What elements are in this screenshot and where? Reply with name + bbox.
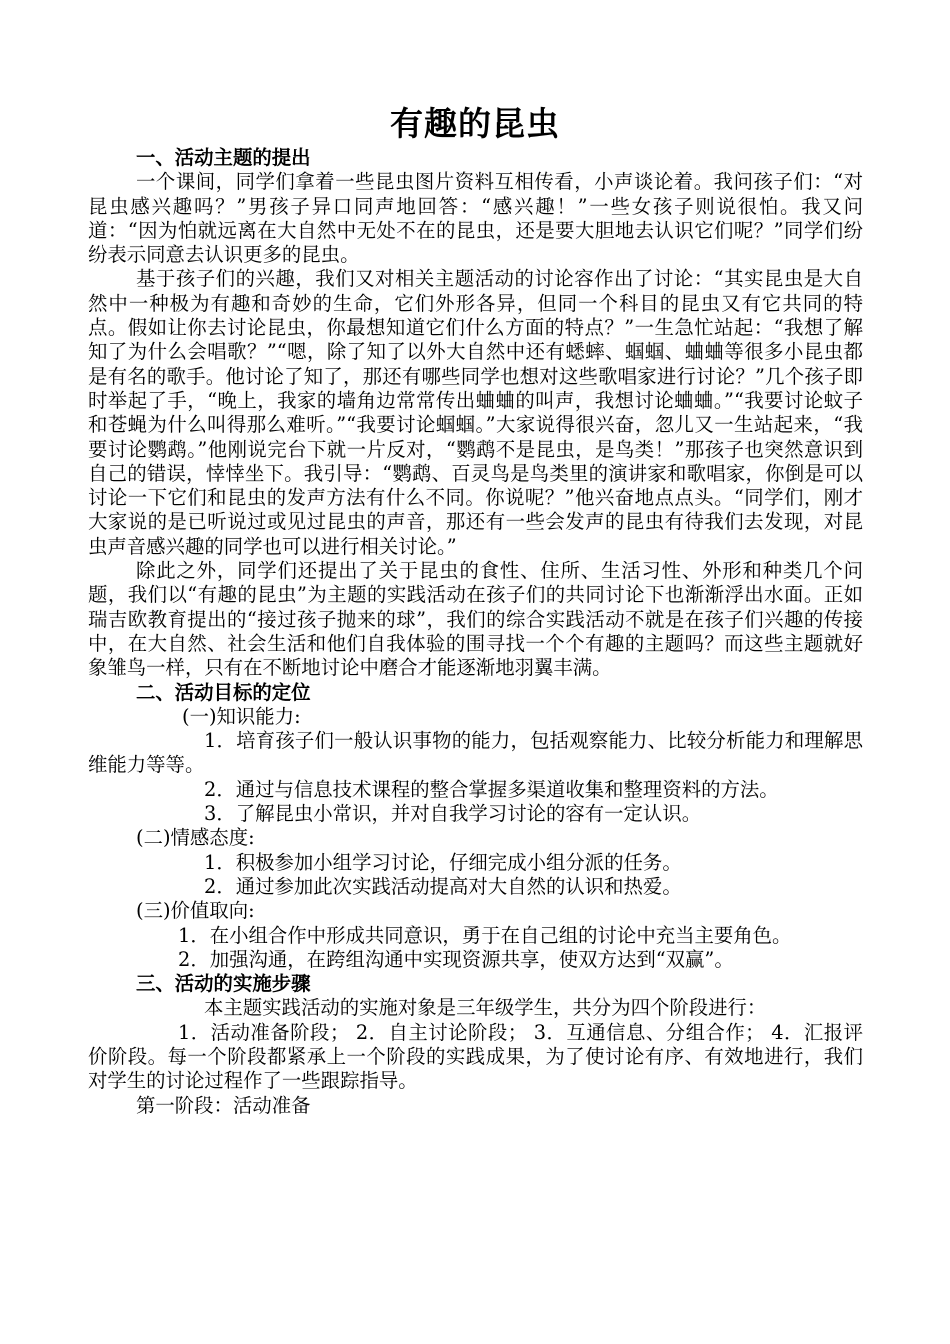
paragraph-1: 一个课间，同学们拿着一些昆虫图片资料互相传看，小声谈论着。我问孩子们：“对昆虫感兴趣吗？”男孩子异口同声地回答：“感兴趣！”一些女孩子则说很怕。我又问道：“因为怕就远离在大自然中无处不在的昆虫，还是要大胆地去认识它们呢？”同学们纷纷表示同意去认识更多的昆虫。 <box>88 170 863 267</box>
paragraph-intro: 本主题实践活动的实施对象是三年级学生，共分为四个阶段进行： <box>204 996 767 1020</box>
subsection-label-values: (三)价值取向: <box>136 899 255 923</box>
section-heading-1: 一、活动主题的提出 <box>136 146 311 169</box>
section-heading-3: 三、活动的实施步骤 <box>136 972 311 996</box>
paragraph-2: 基于孩子们的兴趣，我们又对相关主题活动的讨论容作出了讨论：“其实昆虫是大自然中一种极为有趣和奇妙的生命，它们外形各异，但同一个科目的昆虫又有它共同的特点。假如让你去讨论昆虫，你最想知道它们什么方面的特点？”一生急忙站起：“我想了解知了为什么会唱歌？”“嗯，除了知了以外大自然中还有蟋蟀、蝈蝈、蛐蛐等很多小昆虫都是有名的歌手。他讨论了知了，那还有哪些同学也想对这些歌唱家进行讨论？”几个孩子即时举起了手，“晚上，我家的墙角边常常传出蛐蛐的叫声，我想讨论蛐蛐。”“我要讨论蚊子和苍蝇为什么叫得那么难听。”“我要讨论蝈蝈。”大家说得很兴奋，忽儿又一生站起来，“我要讨论鹦鹉。”他刚说完台下就一片反对，“鹦鹉不是昆虫，是鸟类！”那孩子也突然意识到自己的错误，悻悻坐下。我引导：“鹦鹉、百灵鸟是鸟类里的演讲家和歌唱家，你倒是可以讨论一下它们和昆虫的发声方法有什么不同。你说呢？”他兴奋地点点头。“同学们，刚才大家说的是已听说过或见过昆虫的声音，那还有一些会发声的昆虫有待我们去发现，对昆虫声音感兴趣的同学也可以进行相关讨论。” <box>88 267 863 558</box>
list-item: 2．通过与信息技术课程的整合掌握多渠道收集和整理资料的方法。 <box>204 777 779 801</box>
phase-label: 第一阶段：活动准备 <box>136 1093 311 1117</box>
paragraph-stages: 1．活动准备阶段； 2．自主讨论阶段； 3．互通信息、分组合作； 4．汇报评价阶段。每一个阶段都紧承上一个阶段的实践成果，为了使讨论有序、有效地进行，我们对学生的讨论过程作了一些跟踪指导。 <box>88 1020 863 1093</box>
list-item: 2．加强沟通，在跨组沟通中实现资源共享，使双方达到“双赢”。 <box>178 947 734 971</box>
section-heading-2: 二、活动目标的定位 <box>136 680 311 704</box>
list-item: 1．在小组合作中形成共同意识，勇于在自己组的讨论中充当主要角色。 <box>178 923 792 947</box>
list-item: 1．积极参加小组学习讨论，仔细完成小组分派的任务。 <box>204 850 682 874</box>
paragraph-3: 除此之外，同学们还提出了关于昆虫的食性、住所、生活习性、外形和种类几个问题，我们以“有趣的昆虫”为主题的实践活动在孩子们的共同讨论下也渐渐浮出水面。正如瑞吉欧教育提出的“接过孩子抛来的球”，我们的综合实践活动不就是在孩子们兴趣的传接中，在大自然、社会生活和他们自我体验的围寻找一个个有趣的主题吗？而这些主题就好象雏鸟一样，只有在不断地讨论中磨合才能逐渐地羽翼丰满。 <box>88 559 863 680</box>
subsection-label-knowledge: (一)知识能力: <box>182 704 301 728</box>
page-title: 有趣的昆虫 <box>390 104 560 143</box>
list-item: 2．通过参加此次实践活动提高对大自然的认识和热爱。 <box>204 874 682 898</box>
subsection-label-emotion: (二)情感态度: <box>136 826 255 850</box>
list-item: 1．培育孩子们一般认识事物的能力，包括观察能力、比较分析能力和理解思维能力等等。 <box>88 729 863 777</box>
document-body <box>88 146 863 1118</box>
list-item: 3．了解昆虫小常识，并对自我学习讨论的容有一定认识。 <box>204 802 702 826</box>
